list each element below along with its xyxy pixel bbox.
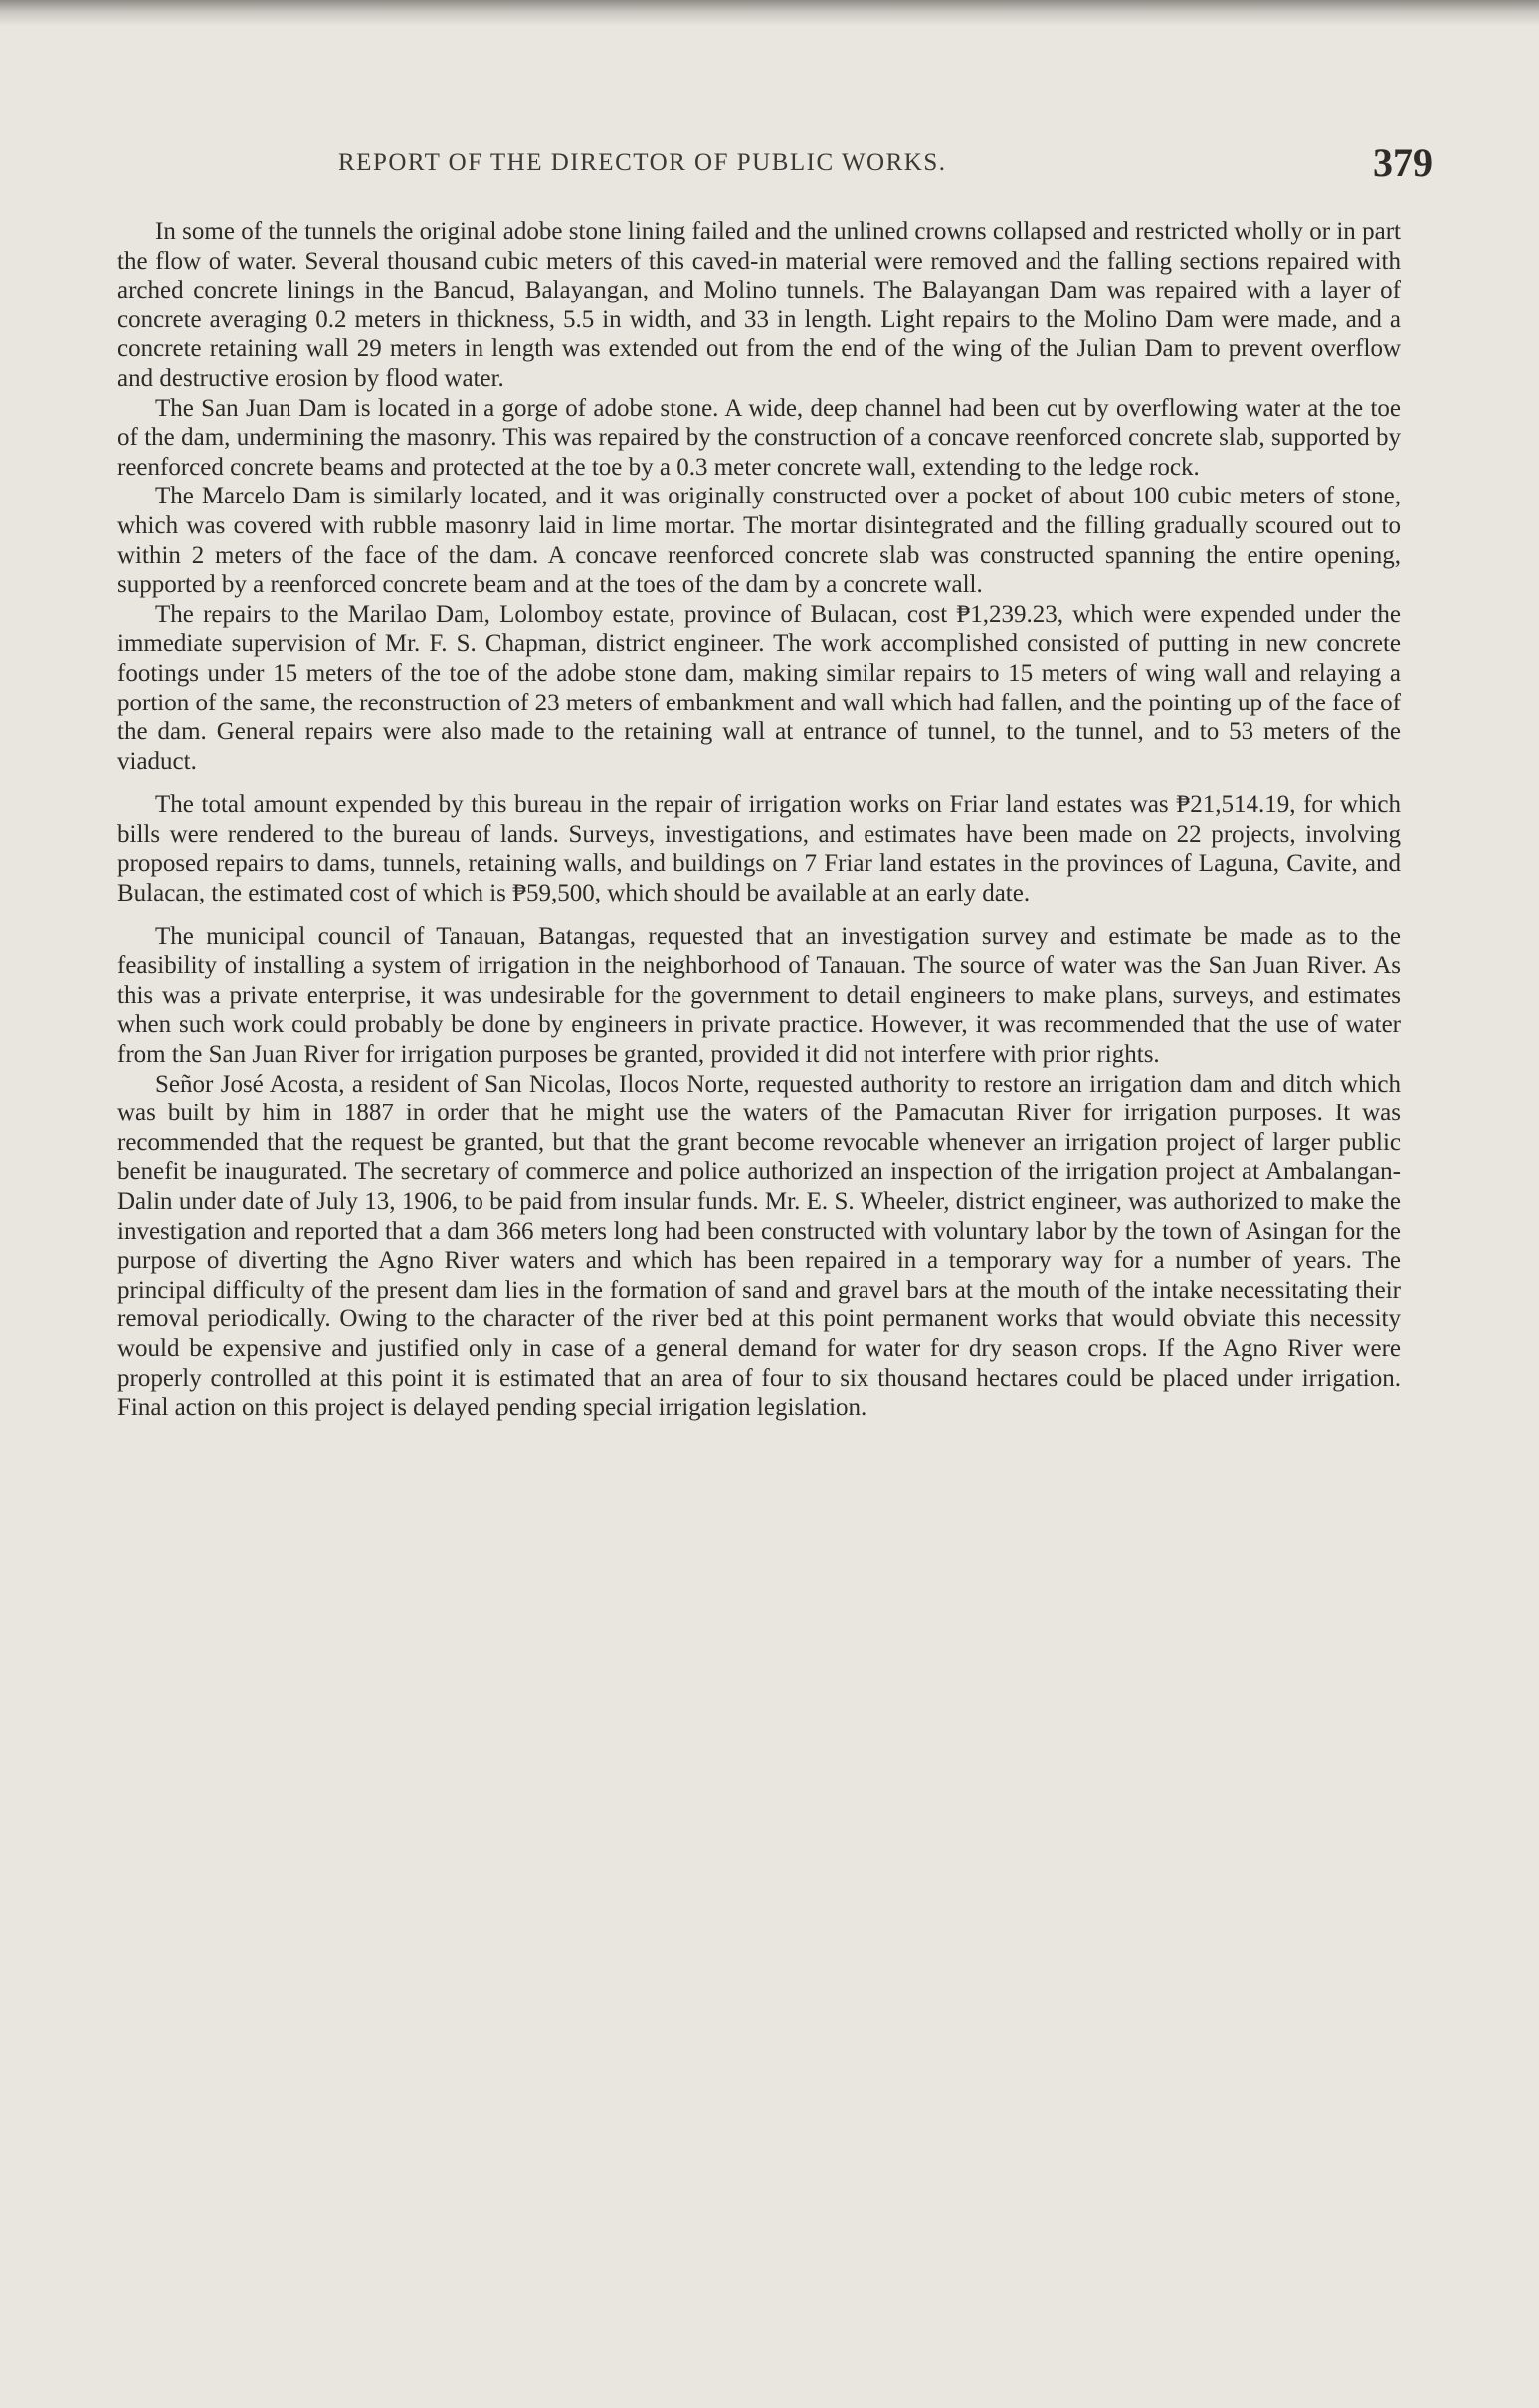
paragraph-san-juan-dam: The San Juan Dam is located in a gorge of adobe stone. A wide, deep channel had been cut by overflowing water at the toe of the dam, undermining the masonry. This was repaired by the construction of a concave reenforced concrete slab, supported by reenforced concrete beams and protected at the toe by a 0.3 meter concrete wall, extending to the ledge rock. [117, 394, 1401, 481]
body-text [117, 217, 1401, 1423]
paragraph-total-expended: The total amount expended by this bureau in the repair of irrigation works on Friar land estates was ₱21,514.19, for which bills were rendered to the bureau of lands. Surveys, investigations, and estimates have been made on 22 projects, involving proposed repairs to dams, tunnels, retaining walls, and buildings on 7 Friar land estates in the provinces of Laguna, Cavite, and Bulacan, the estimated cost of which is ₱59,500, which should be available at an early date. [117, 791, 1401, 907]
paragraph-jose-acosta: Señor José Acosta, a resident of San Nicolas, Ilocos Norte, requested authority to restore an irrigation dam and ditch which was built by him in 1887 in order that he might use the waters of the Pamacutan River for irrigation purposes. It was recommended that the request be granted, but that the grant become revocable whenever an irrigation project of larger public benefit be inaugurated. The secretary of commerce and police authorized an inspection of the irrigation project at Ambalangan-Dalin under date of July 13, 1906, to be paid from insular funds. Mr. E. S. Wheeler, district engineer, was authorized to make the investigation and reported that a dam 366 meters long had been constructed with voluntary labor by the town of Asingan for the purpose of diverting the Agno River waters and which has been repaired in a temporary way for a number of years. The principal difficulty of the present dam lies in the formation of sand and gravel bars at the mouth of the intake necessitating their removal periodically. Owing to the character of the river bed at this point permanent works that would obviate this necessity would be expensive and justified only in case of a general demand for water for dry season crops. If the Agno River were properly controlled at this point it is estimated that an area of four to six thousand hectares could be placed under irrigation. Final action on this project is delayed pending special irrigation legislation. [117, 1070, 1401, 1422]
page-header [338, 139, 1433, 189]
paragraph-tanauan-council: The municipal council of Tanauan, Batangas, requested that an investigation survey and estimate be made as to the feasibility of installing a system of irrigation in the neighborhood of Tanauan. The source of water was the San Juan River. As this was a private enterprise, it was undesirable for the government to detail engineers to make plans, surveys, and estimates when such work could probably be done by engineers in private practice. However, it was recommended that the use of water from the San Juan River for irrigation purposes be granted, provided it did not interfere with prior rights. [117, 922, 1401, 1069]
paragraph-marilao-dam: The repairs to the Marilao Dam, Lolomboy estate, province of Bulacan, cost ₱1,239.23, which were expended under the immediate supervision of Mr. F. S. Chapman, district engineer. The work accomplished consisted of putting in new concrete footings under 15 meters of the toe of the adobe stone dam, making similar repairs to 15 meters of wing wall and relaying a portion of the same, the reconstruction of 23 meters of embankment and wall which had fallen, and the pointing up of the face of the dam. General repairs were also made to the retaining wall at entrance of tunnel, to the tunnel, and to 53 meters of the viaduct. [117, 600, 1401, 775]
page-number: 379 [1373, 140, 1433, 185]
paragraph-tunnel-repairs: In some of the tunnels the original adobe stone lining failed and the unlined crowns collapsed and restricted wholly or in part the flow of water. Several thousand cubic meters of this caved-in material were removed and the falling sections repaired with arched concrete linings in the Bancud, Balayangan, and Molino tunnels. The Balayangan Dam was repaired with a layer of concrete averaging 0.2 meters in thickness, 5.5 in width, and 33 in length. Light repairs to the Molino Dam were made, and a concrete retaining wall 29 meters in length was extended out from the end of the wing of the Julian Dam to prevent overflow and destructive erosion by flood water. [117, 218, 1401, 392]
paragraph-marcelo-dam: The Marcelo Dam is similarly located, and it was originally constructed over a pocket of about 100 cubic meters of stone, which was covered with rubble masonry laid in lime mortar. The mortar disintegrated and the filling gradually scoured out to within 2 meters of the face of the dam. A concave reenforced concrete slab was constructed spanning the entire opening, supported by a reenforced concrete beam and at the toes of the dam by a concrete wall. [117, 483, 1401, 599]
scan-edge-shadow [0, 0, 1539, 26]
running-head: REPORT OF THE DIRECTOR OF PUBLIC WORKS. [338, 149, 947, 176]
